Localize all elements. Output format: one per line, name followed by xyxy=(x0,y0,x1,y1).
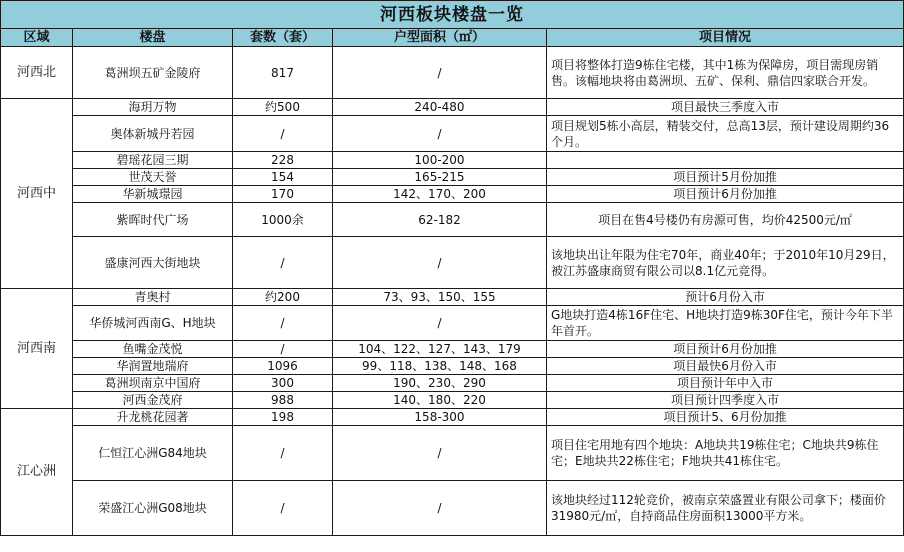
unit-count-cell: 1096 xyxy=(233,358,333,375)
project-name-cell: 升龙桃花园著 xyxy=(73,409,233,426)
unit-count-cell: / xyxy=(233,481,333,536)
unit-count-cell: / xyxy=(233,426,333,481)
unit-area-cell: / xyxy=(333,306,547,341)
unit-area-cell: 99、118、138、148、168 xyxy=(333,358,547,375)
unit-count-cell: 228 xyxy=(233,152,333,169)
unit-count-cell: 988 xyxy=(233,392,333,409)
table-row xyxy=(1,186,904,203)
table-row xyxy=(1,375,904,392)
unit-count-cell: 817 xyxy=(233,47,333,99)
project-name-cell: 葛洲坝南京中国府 xyxy=(73,375,233,392)
table-body xyxy=(1,47,904,536)
table-row xyxy=(1,237,904,289)
project-status-cell: G地块打造4栋16F住宅、H地块打造9栋30F住宅，预计今年下半年首开。 xyxy=(547,306,904,341)
project-status-cell: 该地块经过112轮竞价，被南京荣盛置业有限公司拿下；楼面价31980元/㎡，自持商品住房面积13000平方米。 xyxy=(547,481,904,536)
table-row xyxy=(1,392,904,409)
table-row xyxy=(1,289,904,306)
unit-area-cell: / xyxy=(333,237,547,289)
unit-area-cell: 165-215 xyxy=(333,169,547,186)
unit-count-cell: / xyxy=(233,341,333,358)
project-name-cell: 葛洲坝五矿金陵府 xyxy=(73,47,233,99)
unit-area-cell: 104、122、127、143、179 xyxy=(333,341,547,358)
project-name-cell: 碧瑶花园三期 xyxy=(73,152,233,169)
project-name-cell: 青奥村 xyxy=(73,289,233,306)
unit-area-cell: / xyxy=(333,47,547,99)
unit-area-cell: 158-300 xyxy=(333,409,547,426)
project-name-cell: 华润置地瑞府 xyxy=(73,358,233,375)
unit-count-cell: 198 xyxy=(233,409,333,426)
region-cell: 河西北 xyxy=(1,47,73,99)
unit-count-cell: 154 xyxy=(233,169,333,186)
table-row xyxy=(1,358,904,375)
unit-count-cell: / xyxy=(233,237,333,289)
title-row xyxy=(1,1,904,29)
unit-count-cell: 约200 xyxy=(233,289,333,306)
project-name-cell: 奥体新城丹若园 xyxy=(73,116,233,152)
unit-area-cell: 190、230、290 xyxy=(333,375,547,392)
unit-count-cell: / xyxy=(233,116,333,152)
table-row xyxy=(1,47,904,99)
project-name-cell: 仁恒江心洲G84地块 xyxy=(73,426,233,481)
region-cell: 河西南 xyxy=(1,289,73,409)
project-name-cell: 荣盛江心洲G08地块 xyxy=(73,481,233,536)
table-row xyxy=(1,152,904,169)
project-name-cell: 华新城璟园 xyxy=(73,186,233,203)
unit-area-cell: 140、180、220 xyxy=(333,392,547,409)
project-status-cell: 项目在售4号楼仍有房源可售，均价42500元/㎡ xyxy=(547,203,904,237)
project-name-cell: 紫晖时代广场 xyxy=(73,203,233,237)
table-row xyxy=(1,99,904,116)
table-row xyxy=(1,116,904,152)
header-region: 区域 xyxy=(1,29,73,47)
table-row xyxy=(1,409,904,426)
table-row xyxy=(1,203,904,237)
unit-area-cell: 73、93、150、155 xyxy=(333,289,547,306)
header-row xyxy=(1,29,904,47)
project-status-cell: 项目预计四季度入市 xyxy=(547,392,904,409)
project-status-cell: 项目预计5、6月份加推 xyxy=(547,409,904,426)
project-status-cell: 项目最快6月份入市 xyxy=(547,358,904,375)
region-cell: 河西中 xyxy=(1,99,73,289)
project-name-cell: 鱼嘴金茂悦 xyxy=(73,341,233,358)
table-row xyxy=(1,341,904,358)
table-row xyxy=(1,426,904,481)
header-area: 户型面积（㎡） xyxy=(333,29,547,47)
project-name-cell: 华侨城河西南G、H地块 xyxy=(73,306,233,341)
unit-area-cell: 100-200 xyxy=(333,152,547,169)
region-cell: 江心洲 xyxy=(1,409,73,536)
project-status-cell: 项目预计6月份加推 xyxy=(547,186,904,203)
table-row xyxy=(1,481,904,536)
project-status-cell: 项目预计6月份加推 xyxy=(547,341,904,358)
project-name-cell: 海玥万物 xyxy=(73,99,233,116)
project-status-cell: 项目将整体打造9栋住宅楼，其中1栋为保障房，项目需现房销售。该幅地块将由葛洲坝、五矿、保利、鼎信四家联合开发。 xyxy=(547,47,904,99)
project-status-cell: 项目预计5月份加推 xyxy=(547,169,904,186)
unit-area-cell: / xyxy=(333,426,547,481)
unit-area-cell: 62-182 xyxy=(333,203,547,237)
header-project: 楼盘 xyxy=(73,29,233,47)
unit-count-cell: / xyxy=(233,306,333,341)
project-status-cell: 项目规划5栋小高层，精装交付，总高13层，预计建设周期约36个月。 xyxy=(547,116,904,152)
unit-area-cell: / xyxy=(333,116,547,152)
project-status-cell: 项目最快三季度入市 xyxy=(547,99,904,116)
unit-area-cell: / xyxy=(333,481,547,536)
unit-count-cell: 300 xyxy=(233,375,333,392)
unit-area-cell: 240-480 xyxy=(333,99,547,116)
project-name-cell: 盛康河西大街地块 xyxy=(73,237,233,289)
unit-count-cell: 170 xyxy=(233,186,333,203)
table-row xyxy=(1,169,904,186)
unit-count-cell: 约500 xyxy=(233,99,333,116)
project-name-cell: 世茂天誉 xyxy=(73,169,233,186)
unit-area-cell: 142、170、200 xyxy=(333,186,547,203)
unit-count-cell: 1000余 xyxy=(233,203,333,237)
header-status: 项目情况 xyxy=(547,29,904,47)
project-name-cell: 河西金茂府 xyxy=(73,392,233,409)
project-status-cell: 项目住宅用地有四个地块：A地块共19栋住宅；C地块共9栋住宅；E地块共22栋住宅；F地块共41栋住宅。 xyxy=(547,426,904,481)
project-status-cell: 预计6月份入市 xyxy=(547,289,904,306)
table-title: 河西板块楼盘一览 xyxy=(1,1,904,29)
header-units: 套数（套） xyxy=(233,29,333,47)
project-status-cell: 该地块出让年限为住宅70年，商业40年；于2010年10月29日，被江苏盛康商贸有限公司以8.1亿元竞得。 xyxy=(547,237,904,289)
project-status-cell xyxy=(547,152,904,169)
project-status-cell: 项目预计年中入市 xyxy=(547,375,904,392)
table-row xyxy=(1,306,904,341)
